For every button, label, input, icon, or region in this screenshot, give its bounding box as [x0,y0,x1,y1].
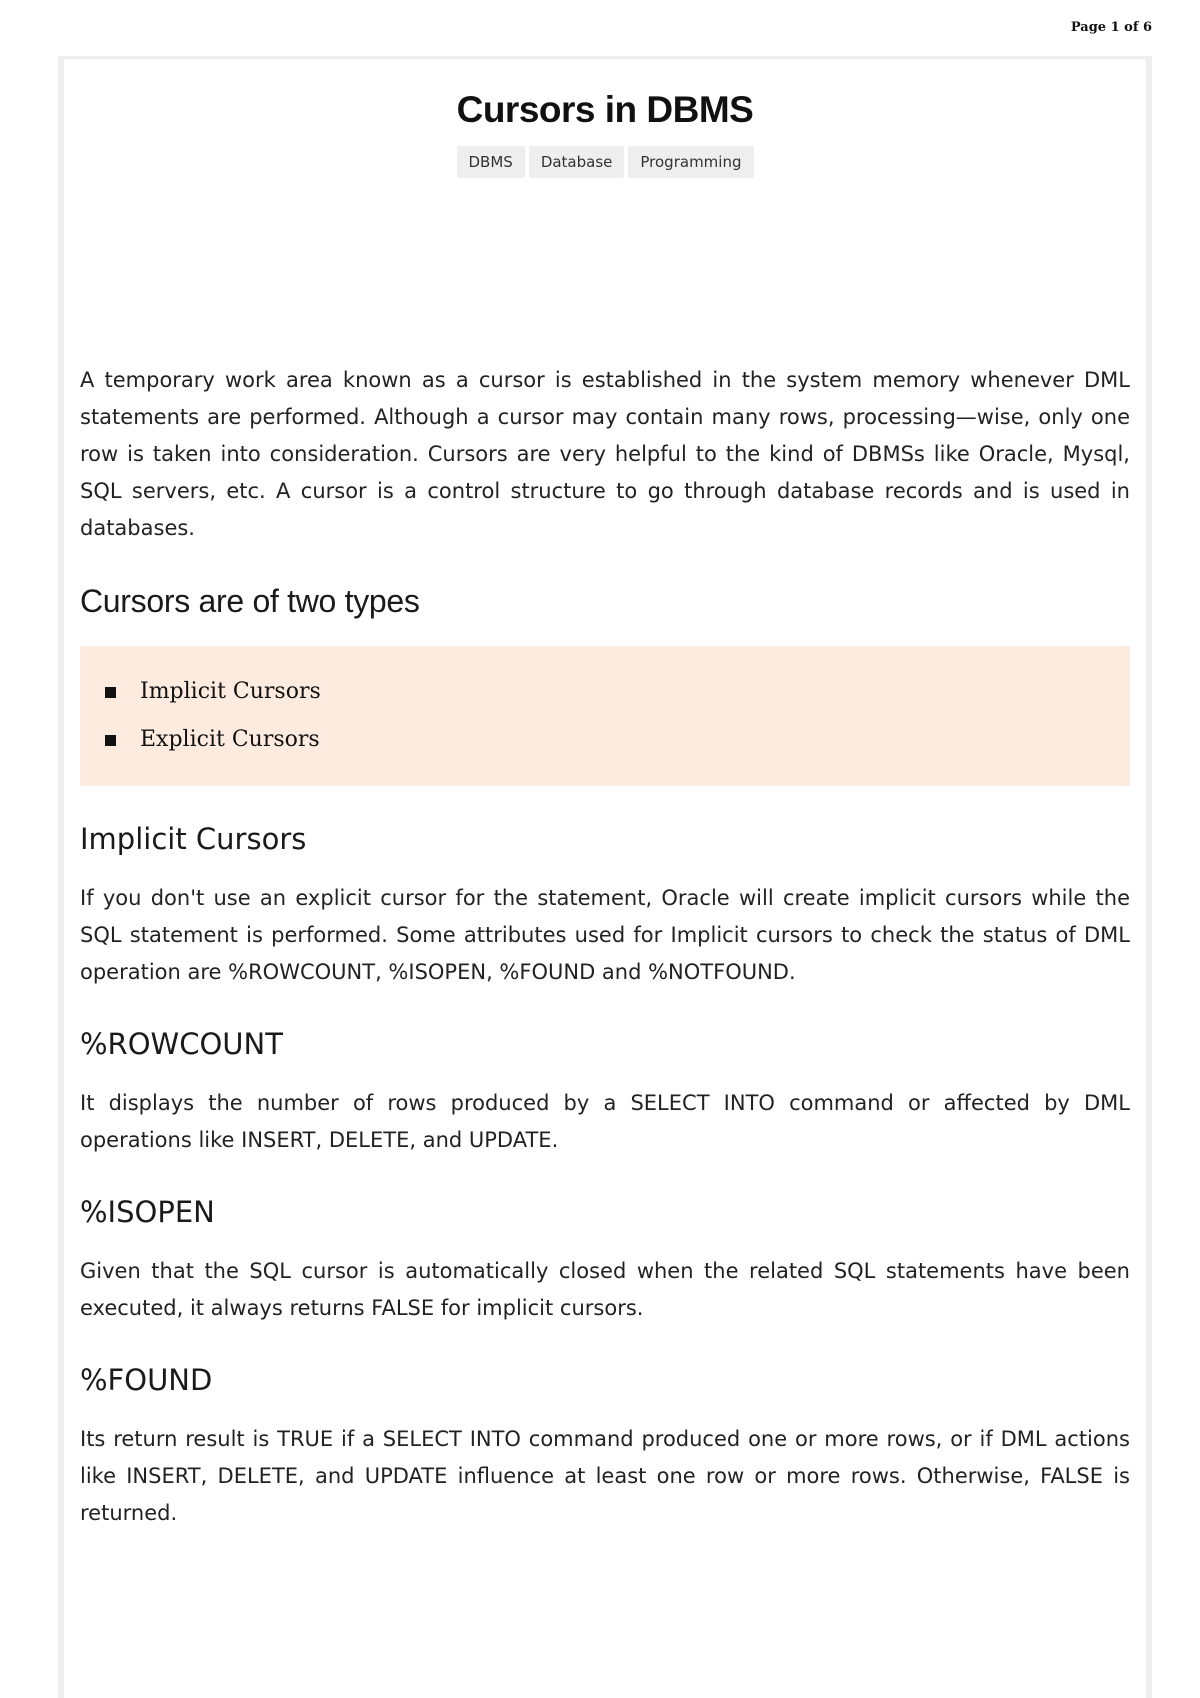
tag-programming[interactable]: Programming [628,146,753,178]
square-bullet-icon [105,735,116,746]
intro-paragraph: A temporary work area known as a cursor is established in the system memory whenever DML statements are performed. Although a cursor may contain many rows, processing—wise, only one row is taken into consideration. Cursors are very helpful to the kind of DBMSs like Oracle, Mysql, SQL servers, etc. A cursor is a control structure to go through database records and is used in databases. [80,368,1130,540]
found-heading: %FOUND [80,1363,213,1397]
isopen-paragraph: Given that the SQL cursor is automatically closed when the related SQL statements have been executed, it always returns FALSE for implicit cursors. [80,1259,1130,1320]
page-number: Page 1 of 6 [1070,20,1152,35]
square-bullet-icon [105,687,116,698]
cursor-types-box [80,646,1130,786]
implicit-cursors-paragraph: If you don't use an explicit cursor for the statement, Oracle will create implicit cursors while the SQL statement is performed. Some attributes used for Implicit cursors to check the status of DML operation are %ROWCOUNT, %ISOPEN, %FOUND and %NOTFOUND. [80,886,1130,984]
found-paragraph: Its return result is TRUE if a SELECT INTO command produced one or more rows, or if DML actions like INSERT, DELETE, and UPDATE influence at least one row or more rows. Otherwise, FALSE is returned. [80,1427,1130,1525]
rowcount-heading: %ROWCOUNT [80,1027,283,1061]
blank-ad-space [80,178,1130,362]
list-item [80,668,1130,716]
list-item-label: Explicit Cursors [140,727,320,752]
page-title: Cursors in DBMS [456,89,754,130]
tag-list [80,146,1130,178]
rowcount-paragraph: It displays the number of rows produced by a SELECT INTO command or affected by DML operations like INSERT, DELETE, and UPDATE. [80,1091,1130,1152]
tag-dbms[interactable]: DBMS [457,146,525,178]
cursor-types-list [80,668,1130,764]
article-sheet [58,56,1152,1698]
article-content [80,59,1130,1532]
isopen-heading: %ISOPEN [80,1195,215,1229]
tag-database[interactable]: Database [529,146,625,178]
implicit-cursors-heading: Implicit Cursors [80,822,307,856]
list-item-label: Implicit Cursors [140,679,321,704]
list-item [80,716,1130,764]
types-heading: Cursors are of two types [80,583,420,619]
